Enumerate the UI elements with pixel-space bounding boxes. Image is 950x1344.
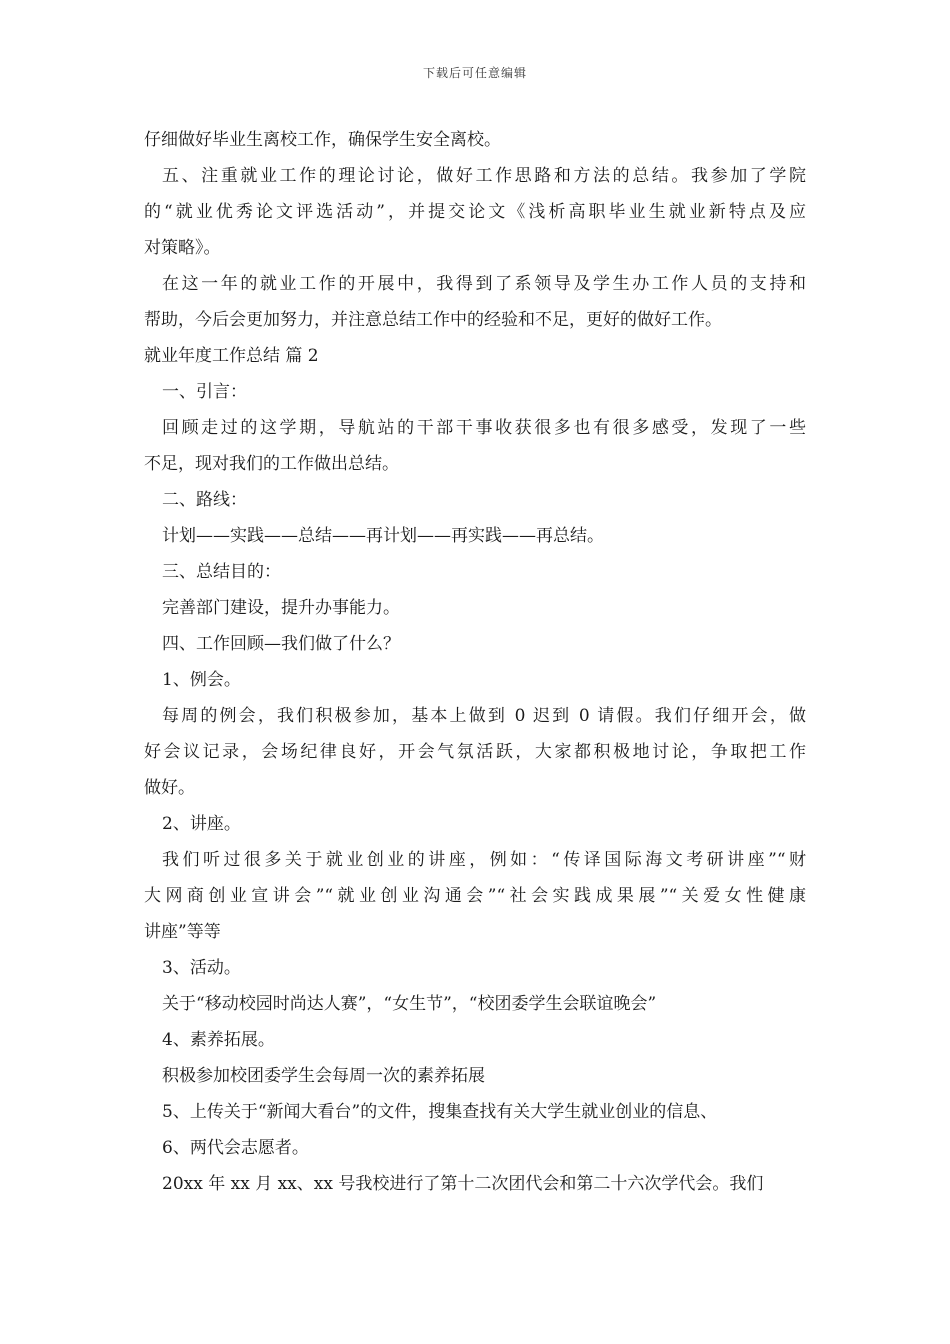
text-line: 仔细做好毕业生离校工作，确保学生安全离校。	[144, 130, 501, 150]
text-line: 在这一年的就业工作的开展中，我得到了系领导及学生办工作人员的支持和	[162, 274, 806, 294]
text-line: 帮助，今后会更加努力，并注意总结工作中的经验和不足，更好的做好工作。	[144, 310, 722, 330]
text-line: 四、工作回顾—我们做了什么？	[162, 634, 400, 654]
text-line: 三、总结目的：	[162, 562, 281, 582]
text-line: 好会议记录，会场纪律良好，开会气氛活跃，大家都积极地讨论，争取把工作	[144, 742, 806, 762]
text-line: 五、注重就业工作的理论讨论，做好工作思路和方法的总结。我参加了学院	[162, 166, 806, 186]
text-line: 4、素养拓展。	[162, 1030, 275, 1050]
text-line: 的“就业优秀论文评选活动”，并提交论文《浅析高职毕业生就业新特点及应	[144, 202, 806, 222]
text-line: 5、上传关于“新闻大看台”的文件，搜集查找有关大学生就业创业的信息、	[162, 1102, 718, 1122]
text-line: 完善部门建设，提升办事能力。	[162, 598, 400, 618]
text-line: 不足，现对我们的工作做出总结。	[144, 454, 399, 474]
text-line: 1、例会。	[162, 670, 241, 690]
text-line: 2、讲座。	[162, 814, 241, 834]
text-line: 计划——实践——总结——再计划——再实践——再总结。	[162, 526, 604, 546]
text-line: 对策略》。	[144, 238, 221, 258]
text-line: 关于“移动校园时尚达人赛”，“女生节”，“校团委学生会联谊晚会”	[162, 994, 657, 1014]
text-line: 回顾走过的这学期，导航站的干部干事收获很多也有很多感受，发现了一些	[162, 418, 806, 438]
text-line: 3、活动。	[162, 958, 241, 978]
text-line: 我们听过很多关于就业创业的讲座，例如：“传译国际海文考研讲座”“财	[162, 850, 806, 870]
text-line: 一、引言：	[162, 382, 247, 402]
page-header-note: 下载后可任意编辑	[422, 66, 527, 80]
text-line: 积极参加校团委学生会每周一次的素养拓展	[162, 1066, 485, 1086]
text-line: 每周的例会，我们积极参加，基本上做到 0 迟到 0 请假。我们仔细开会，做	[162, 706, 806, 726]
text-line: 大网商创业宣讲会”“就业创业沟通会”“社会实践成果展”“关爱女性健康	[144, 886, 806, 906]
text-line: 就业年度工作总结 篇 2	[144, 346, 319, 366]
text-line: 6、两代会志愿者。	[162, 1138, 309, 1158]
document-body	[144, 122, 806, 1202]
text-line: 20xx 年 xx 月 xx、xx 号我校进行了第十二次团代会和第二十六次学代会。我们	[162, 1174, 764, 1194]
text-line: 讲座”等等	[144, 922, 221, 942]
text-line: 二、路线：	[162, 490, 247, 510]
text-line: 做好。	[144, 778, 195, 798]
